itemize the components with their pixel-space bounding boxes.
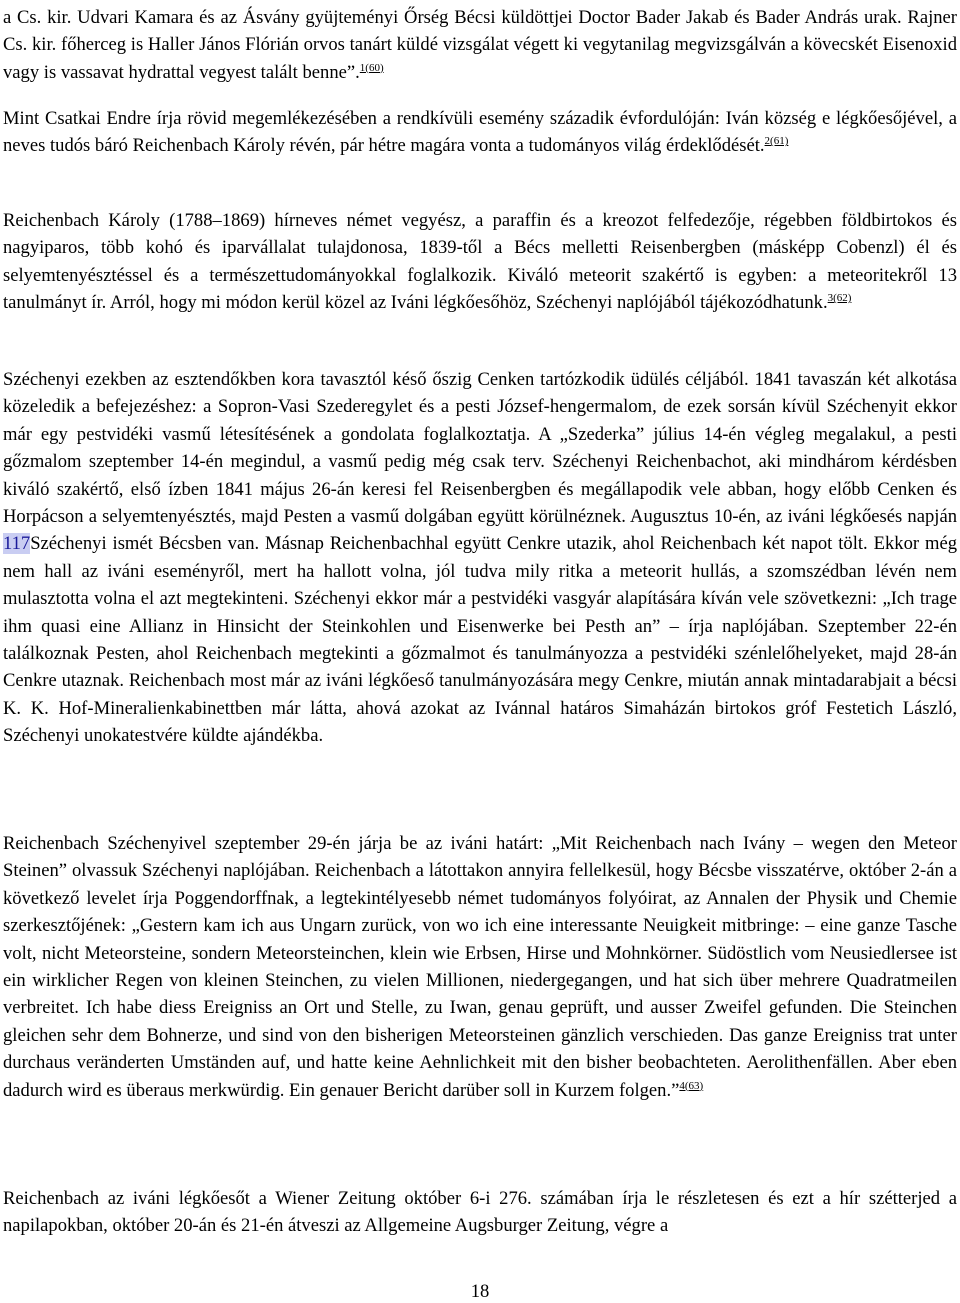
paragraph-2 (3, 105, 957, 160)
page-anchor-link[interactable]: 117 (3, 533, 31, 555)
paragraph-text: Széchenyi ezekben az esztendőkben kora tavasztól késő őszig Cenken tartózkodik üdülés céljából. 1841 tavaszán két alkotása közeledik a befejezéshez: a Sopron-Vasi Szederegylet és a pesti József-hengermalom, de ezek sorsán kívül Széchenyit ekkor már egy pestvidéki vasmű létesítésének a gondolata foglalkoztatja. A „Szederka” július 14-én végleg megalakul, a pesti gőzmalom szeptember 14-én megindul, a vasmű pedig még csak terv. Széchenyi Reichenbachot, aki mindhárom kérdésben kiváló szakértő, első ízben 1841 május 26-án keresi fel Reisenbergben és megállapodik vele abban, hogy előbb Cenken és Horpácson a selyemtenyésztés, majd Pesten a vasmű dolgában együtt körülnéznek. Augusztus 10-én, az iváni légkőesés napján (3, 369, 957, 528)
paragraph-text: Mint Csatkai Endre írja rövid megemlékezésében a rendkívüli esemény századik évfordulóján: Iván község e légkőesőjével, a neves tudós báró Reichenbach Károly révén, pár hétre magára vonta a tudományos világ érdeklődését. (3, 108, 957, 157)
paragraph-6 (3, 1185, 957, 1240)
footnote-reference[interactable]: 4(63) (679, 1079, 704, 1092)
footnote-reference[interactable]: 3(62) (827, 292, 852, 305)
paragraph-1 (3, 4, 957, 86)
paragraph-text: a Cs. kir. Udvari Kamara és az Ásvány gyüjteményi Őrség Bécsi küldöttjei Doctor Bader Jakab és Bader András urak. Rajner Cs. kir. főherceg is Haller János Flórián orvos tanárt küldé vizsgálat végett ki vegytanilag megvizsgálván a kövecskét Eisenoxid vagy is vassavat hydrattal vegyest talált benne”. (3, 7, 957, 83)
paragraph-4 (3, 366, 957, 750)
paragraph-text: Széchenyi ismét Bécsben van. Másnap Reichenbachhal együtt Cenkre utazik, ahol Reichenbach két napot tölt. Ekkor még nem hall az iváni eseményről, mert ha hallott volna, jól tudva mily ritka a meteorit hullás, a szomszédban lévén nem mulasztotta volna el azt megtekinteni. Széchenyi ekkor már a pestvidéki vasgyár alapítására kíván vele szövetkezni: „Ich trage ihm quasi eine Allianz in Hinsicht der Steinkohlen und Eisenwerke bei Pesth an” – írja naplójában. Szeptember 22-én találkoznak Pesten, ahol Reichenbach megtekinti a gőzmalmot és tanulmányozza a pestvidéki szénlelőhelyeket, majd 28-án Cenkre utaznak. Reichenbach most már az iváni légkőeső tanulmányozására megy Cenkre, miután annak mintadarabjait a bécsi K. K. Hof-Mineralienkabinettben már látta, ahová azokat az Ivánnal határos Simaházán birtokos gróf Festetich László, Széchenyi unokatestvére küldte ajándékba. (3, 533, 957, 747)
paragraph-text: Reichenbach Széchenyivel szeptember 29-én járja be az iváni határt: „Mit Reichenbach nach Ivány – wegen den Meteor Steinen” olvassuk Széchenyi naplójában. Reichenbach a látottakon annyira fellelkesül, hogy Bécsbe visszatérve, október 2-án a következő levelet írja Poggendorffnak, a legtekintélyesebb német tudományos folyóirat, az Annalen der Physik und Chemie szerkesztőjének: „Gestern kam ich aus Ungarn zurück, von wo ich eine interessante Neuigkeit mitbringe: – eine ganze Tasche volt, nicht Meteorsteine, sondern Meteorsteinchen, klein wie Erbsen, Hirse und Mohnkörner. Südöstlich vom Neusiedlersee ist ein wirklicher Regen von kleinen Steinchen, zu vielen Millionen, niedergegangen, und hat sich über mehrere Quadratmeilen verbreitet. Ich habe diess Ereigniss an Ort und Stelle, zu Iwan, genau geprüft, und ausser Zweifel gefunden. Die Steinchen gleichen sehr dem Bohnerze, und sind von den bisherigen Meteorsteinen gänzlich verschieden. Das ganze Ereigniss trat unter durchaus veränderten Umständen auf, und hatte keine Aehnlichkeit mit den bisher beobachteten. Aerolithenfällen. Aber eben dadurch wird es überaus merkwürdig. Ein genauer Bericht darüber soll in Kurzem folgen.” (3, 833, 957, 1101)
paragraph-text: Reichenbach Károly (1788–1869) hírneves német vegyész, a paraffin és a kreozot felfedezője, régebben földbirtokos és nagyiparos, több kohó és iparvállalat tulajdonosa, 1839-től a Bécs melletti Reisenbergben (másképp Cobenzl) él és selyemtenyésztéssel és a természettudományokkal foglalkozik. Kiváló meteorit szakértő is egyben: a meteoritekről 13 tanulmányt ír. Arról, hogy mi módon kerül közel az Iváni légkőesőhöz, Széchenyi naplójából tájékozódhatunk. (3, 210, 957, 314)
footnote-reference[interactable]: 2(61) (764, 135, 789, 148)
paragraph-5 (3, 830, 957, 1104)
footnote-reference[interactable]: 1(60) (359, 61, 384, 74)
paragraph-text: Reichenbach az iváni légkőesőt a Wiener Zeitung október 6-i 276. számában írja le részletesen és ezt a hír szétterjed a napilapokban, október 20-án és 21-én átveszi az Allgemeine Augsburger Zeitung, végre a (3, 1188, 957, 1237)
paragraph-3 (3, 207, 957, 317)
page-number: 18 (470, 1281, 490, 1302)
